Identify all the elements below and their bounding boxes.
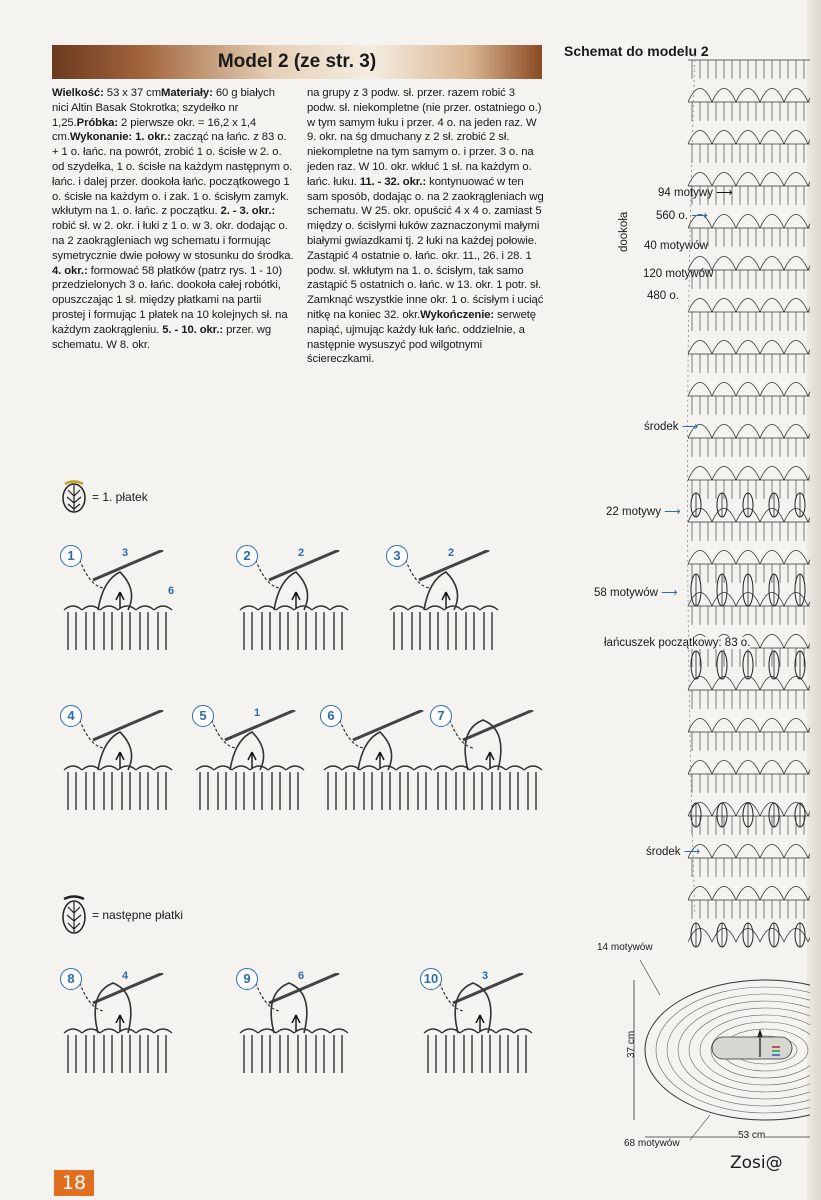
crochet-step-illustration: [58, 710, 178, 820]
label-around: dookoła: [618, 211, 630, 252]
label-center-1: środek ⟶: [644, 421, 699, 433]
legend-first-petal: [60, 480, 148, 514]
crochet-step-illustration: [428, 710, 548, 820]
figure-number: 6: [320, 705, 342, 727]
label-22-motifs: 22 motywy ⟶: [606, 506, 681, 518]
figure-annotation: 4: [122, 970, 129, 982]
page-title: Model 2 (ze str. 3): [217, 51, 377, 72]
instruction-text: 60 g białych nici Altin Basak Stokrotka; szydełko nr 1,25.: [52, 87, 275, 129]
crochet-step-illustration: [234, 550, 354, 660]
label-58-motifs: 58 motywów ⟶: [594, 587, 678, 599]
label-94-motifs: 94 motywy ⟶: [658, 187, 733, 199]
crochet-step-illustration: [58, 550, 178, 660]
figure-annotation: 6: [168, 585, 175, 597]
label-14-motifs: 14 motywów: [597, 942, 653, 953]
instruction-text: formować 58 płatków (patrz rys. 1 - 10) przedzielonych 3 o. łańc. dookoła całej robótki, opuszczając 1 sł. między płatkami na partii prostej i formując 1 płatek na 10 kolejnych sł. na każdym zaokrągleniu.: [52, 264, 288, 336]
instruction-heading: Wykonanie: 1. okr.:: [69, 131, 171, 144]
figure-number: 8: [60, 968, 82, 990]
figure-annotation: 3: [482, 970, 489, 982]
instruction-text: zacząć na łańc. z 83 o. + 1 o. łańc. na powrót, zrobić 1 o. ścisłe w 2. o. od szydełka, 1 o. ścisłe na każdym następnym o. łańc. i dalej przer. dookoła łańc. początkowego 1 o. ścisłe na każdym o. i zak. 1 o. ścisłym zamyk. wkłutym na 1. o. łańc. z początku.: [52, 131, 293, 218]
crochet-step-illustration: [58, 973, 178, 1083]
instruction-heading: 2. - 3. okr.:: [220, 205, 276, 218]
crochet-step-illustration: [190, 710, 310, 820]
label-480-o: 480 o.: [647, 290, 679, 302]
figure-number: 9: [236, 968, 258, 990]
petal-icon: [60, 480, 88, 514]
figure-annotation: 2: [448, 547, 455, 559]
instruction-heading: Materiały:: [161, 87, 213, 99]
label-37-cm: 37 cm: [626, 1030, 637, 1058]
label-53-cm: 53 cm: [738, 1130, 766, 1141]
legend-next-petals: [60, 895, 183, 935]
signature: Zosi@: [730, 1153, 783, 1173]
legend-first-label: = 1. płatek: [92, 490, 148, 504]
legend-next-label: = następne płatki: [92, 908, 184, 922]
instruction-text: przer. wg schematu. W 8. okr.: [52, 323, 272, 351]
figure-annotation: 3: [122, 547, 129, 559]
instructions-column-2: [307, 86, 545, 367]
figure-number: 2: [236, 545, 258, 567]
instructions-column-1: [52, 86, 294, 352]
figure-number: 4: [60, 705, 82, 727]
crochet-step-illustration: [318, 710, 438, 820]
crochet-step-illustration: [418, 973, 538, 1083]
label-560-o: 560 o. ⟶: [656, 210, 708, 222]
title-bar: [52, 45, 542, 79]
figure-number: 5: [192, 705, 214, 727]
figure-annotation: 2: [298, 547, 305, 559]
figure-number: 1: [60, 545, 82, 567]
figure-number: 3: [386, 545, 408, 567]
page-number: 18: [54, 1170, 94, 1196]
figure-annotation: 6: [298, 970, 305, 982]
label-starting-chain: łańcuszek początkowy: 83 o.: [604, 637, 751, 649]
crochet-step-illustration: [384, 550, 504, 660]
figure-number: 7: [430, 705, 452, 727]
crochet-step-illustration: [234, 973, 354, 1083]
label-40-motifs: 40 motywów: [644, 240, 708, 252]
instruction-text: kontynuować w ten sam sposób, dodając o. na 2 zaokrągleniach wg schematu. W 25. okr. opuścić 4 x 4 o. zamiast 5 między o. ścisłymi łuków zaznaczonymi małymi białymi gwiazdkami tj. 2 łuki na każdej połowie. Zastąpić 4 ostatnie o. łańc. okr. 11., 26. i 28. 1 podw. sł. wkłutym na 1. o. ścisłym, tak samo zastąpić 5 ostatnich o. łańc. w 13. okr. 1 potr. sł. Zamknąć wszystkie inne okr. 1 o. ścisłym i uciąć nitkę na koniec 32. okr.: [307, 175, 544, 321]
instruction-heading: Wykończenie:: [420, 308, 495, 321]
figure-number: 10: [420, 968, 442, 990]
label-120-motifs: 120 motywów: [643, 268, 714, 280]
instruction-text: 53 x 37 cm: [103, 87, 162, 99]
instruction-text: robić sł. w 2. okr. i łuki z 1 o. w 3. okr. dodając o. na 2 zaokrągleniach wg schematu i formując symetrycznie dwie połowy w stosunku do środka.: [52, 220, 294, 262]
schema-title: Schemat do modelu 2: [564, 43, 709, 59]
instruction-heading: Próbka:: [76, 116, 119, 129]
petal-icon: [60, 895, 88, 935]
instruction-text: na grupy z 3 podw. sł. przer. razem robić 3 podw. sł. niekompletne (nie przer. ostatniego o.) w tym samym łuku i przer. 4 o. na jeden raz. W 9. okr. na śg dmuchany z 2 sł. zrobić 2 sł. niekompletne na tym samym o. i przer. 3 o. na jeden raz. W 10. okr. wkłuć 1 sł. na każdym o. łańc. łuku.: [307, 87, 542, 188]
instruction-text: 2 pierwsze okr. = 16,2 x 1,4 cm.: [52, 116, 257, 144]
instruction-heading: Wielkość:: [52, 87, 104, 99]
instruction-heading: 4. okr.:: [52, 264, 88, 277]
instruction-heading: 5. - 10. okr.:: [162, 323, 224, 336]
label-68-motifs: 68 motywów: [624, 1138, 680, 1149]
instruction-heading: 11. - 32. okr.:: [359, 175, 427, 188]
label-center-2: środek ⟶: [646, 846, 701, 858]
instruction-text: serwetę napiąć, ujmując każdy łuk łańc. oddzielnie, a następnie wysuszyć pod wilgotnymi ściereczkami.: [307, 308, 536, 366]
figure-annotation: 1: [254, 707, 261, 719]
